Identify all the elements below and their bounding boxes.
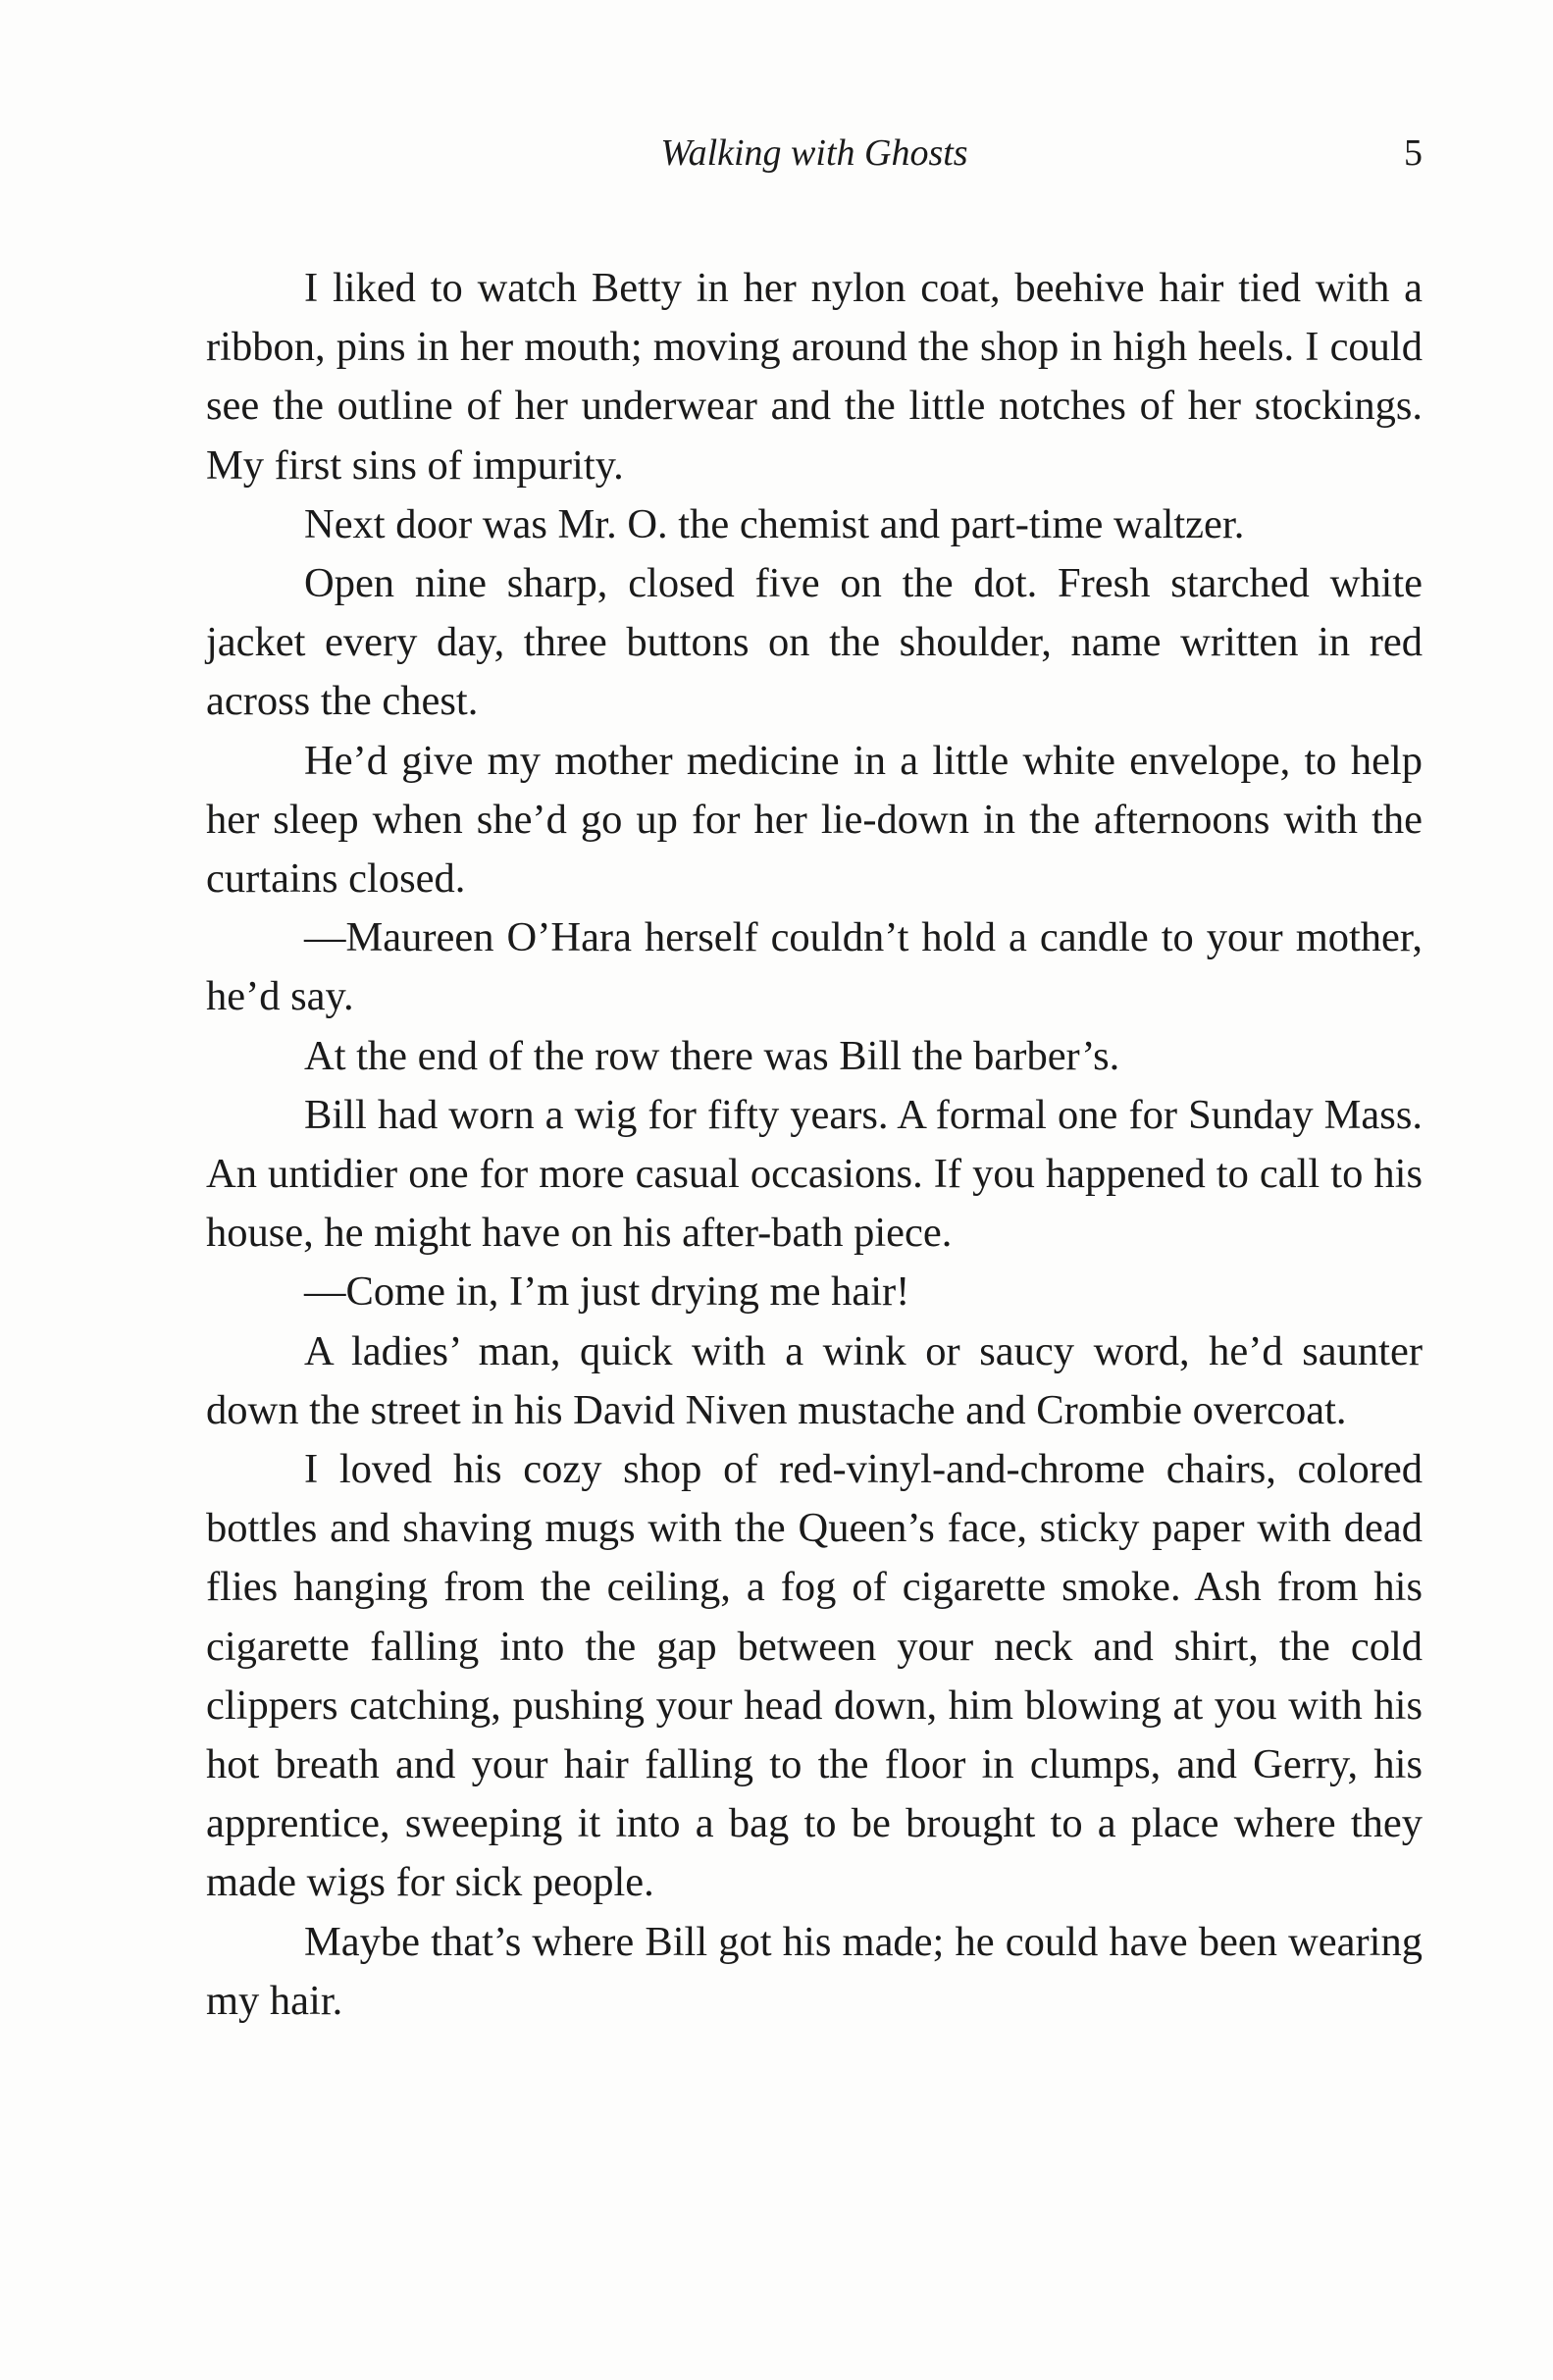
paragraph: Next door was Mr. O. the chemist and part-time waltzer. <box>304 500 1245 547</box>
paragraph: I liked to watch Betty in her nylon coat, beehive hair tied with a ribbon, pins in her mouth; moving around the shop in high heels. I could see the outline of her underwear and the little notches of her stockings. My first sins of impurity. <box>206 265 1423 489</box>
page-number: 5 <box>1404 132 1423 174</box>
paragraph: Bill had worn a wig for fifty years. A formal one for Sunday Mass. An untidier one for more casual occasions. If you happened to call to his house, he might have on his after-bath piece. <box>206 1091 1423 1257</box>
running-head <box>206 126 1423 184</box>
paragraph: A ladies’ man, quick with a wink or saucy word, he’d saunter down the street in his David Niven mustache and Crombie overcoat. <box>206 1327 1423 1433</box>
paragraph: Maybe that’s where Bill got his made; he could have been wearing my hair. <box>206 1918 1423 2024</box>
paragraph: Open nine sharp, closed five on the dot. Fresh starched white jacket every day, three buttons on the shoulder, name written in red across the chest. <box>206 560 1423 725</box>
paragraph: He’d give my mother medicine in a little white envelope, to help her sleep when she’d go up for her lie-down in the afternoons with the curtains closed. <box>206 737 1423 903</box>
paragraph: —Come in, I’m just drying me hair! <box>304 1268 910 1316</box>
paragraph: I loved his cozy shop of red-vinyl-and-chrome chairs, colored bottles and shaving mugs with the Queen’s face, sticky paper with dead flies hanging from the ceiling, a fog of cigarette smoke. Ash from his cigarette falling into the gap between your neck and shirt, the cold clippers catching, pushing your head down, him blowing at you with his hot breath and your hair falling to the floor in clumps, and Gerry, his apprentice, sweeping it into a bag to be brought to a place where they made wigs for sick people. <box>206 1446 1423 1906</box>
running-title: Walking with Ghosts <box>660 132 968 174</box>
body-text <box>206 259 1423 2031</box>
paragraph: At the end of the row there was Bill the barber’s. <box>304 1032 1120 1079</box>
paragraph: —Maureen O’Hara herself couldn’t hold a candle to your mother, he’d say. <box>206 914 1423 1020</box>
